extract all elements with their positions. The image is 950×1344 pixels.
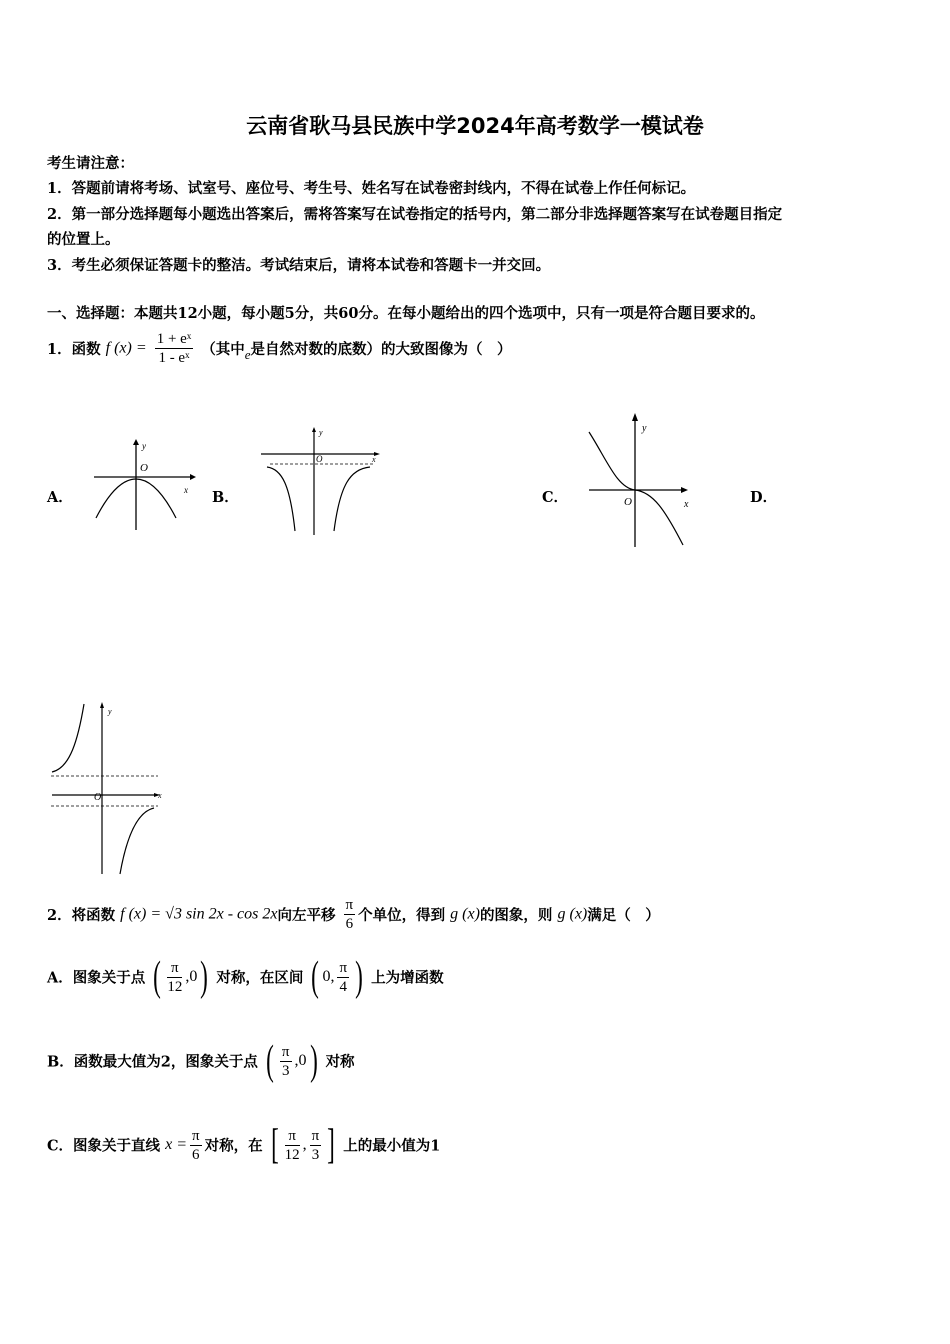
q2-c-interval-num-2: π <box>311 1127 320 1144</box>
q2-b-label: B． <box>47 1053 74 1071</box>
q2-b-point-rparen: ) <box>309 1038 318 1084</box>
graph-d-x-label: x <box>158 791 162 800</box>
q2-suffix: 满足（ ） <box>587 907 660 924</box>
q1-mid: （其中 <box>201 341 245 358</box>
q2-option-c <box>47 1124 440 1166</box>
graph-b-right-branch <box>334 467 370 531</box>
notice-item-2-cont: 的位置上。 <box>47 231 120 248</box>
graph-b-left-branch <box>267 467 295 531</box>
q2-a-label: A． <box>47 969 73 987</box>
graph-a-y-label: y <box>142 441 146 451</box>
q2-b-point-tail: ,0 <box>294 1052 307 1069</box>
q1-option-d-label: D． <box>750 489 778 506</box>
q2-b-point-lparen: ( <box>266 1038 274 1084</box>
q2-a-interval-lparen: ( <box>311 954 320 1000</box>
q2-a-point-num: π <box>167 959 182 978</box>
q2-shift-text: 向左平移 <box>277 907 336 924</box>
q2-b-text-1: 函数最大值为2，图象关于点 <box>73 1053 258 1071</box>
graph-b-x-label: x <box>372 455 376 464</box>
notice-item-1: 1．答题前请将考场、试室号、座位号、考生号、姓名写在试卷密封线内，不得在试卷上作任何标记。 <box>47 180 696 197</box>
q2-shift-fraction <box>344 896 356 933</box>
q2-option-a <box>47 956 444 998</box>
q2-c-interval-fraction-2 <box>310 1127 322 1164</box>
q2-a-text-3: 上为增函数 <box>371 969 444 987</box>
question-1 <box>47 330 512 367</box>
graph-c-curve <box>589 432 683 545</box>
q2-a-point-lparen: ( <box>153 954 162 1000</box>
q2-a-interval-den: 4 <box>339 978 347 995</box>
q2-c-interval-rbracket: ] <box>327 1122 336 1168</box>
graph-a-x-label: x <box>184 485 188 495</box>
q2-c-x-eq: x = <box>165 1136 188 1153</box>
q2-c-label: C． <box>47 1137 74 1155</box>
notice-heading: 考生请注意： <box>47 155 134 172</box>
q2-c-interval-lbracket: [ <box>270 1122 279 1168</box>
graph-b-y-label: y <box>319 428 323 437</box>
q2-c-text-1: 图象关于直线 <box>73 1137 161 1155</box>
graph-a-origin-label: O <box>140 462 148 474</box>
graph-d-y-label: y <box>108 707 112 716</box>
section-heading: 一、选择题：本题共12小题，每小题5分，共60分。在每小题给出的四个选项中，只有一项是符合题目要求的。 <box>47 305 765 322</box>
q1-option-c-label: C． <box>542 489 569 506</box>
q2-mid: 个单位，得到 <box>358 907 446 924</box>
graph-option-a <box>90 438 200 533</box>
graph-option-b <box>258 425 383 537</box>
graph-c-origin-label: O <box>624 496 632 508</box>
graph-b-origin-label: O <box>316 454 323 464</box>
q1-denominator: 1 - eˣ <box>158 350 190 366</box>
q2-c-x-num: π <box>192 1127 200 1144</box>
q2-option-b <box>47 1040 355 1082</box>
q2-c-interval-den-2: 3 <box>311 1146 320 1163</box>
graph-c-x-label: x <box>684 499 689 510</box>
q2-g2: g (x) <box>557 905 588 923</box>
q2-a-interval-num: π <box>339 959 348 976</box>
graph-option-d <box>48 700 168 878</box>
q1-e: e <box>244 346 251 362</box>
q1-func-lhs: f (x) = <box>105 339 147 357</box>
q2-c-interval-num-1: π <box>285 1127 300 1146</box>
q2-c-interval-den-1: 12 <box>284 1146 300 1163</box>
notice-item-2: 2．第一部分选择题每小题选出答案后，需将答案写在试卷指定的括号内，第二部分非选择题答案写在试卷题目指定 <box>47 206 783 223</box>
notice-item-3: 3．考生必须保证答题卡的整洁。考试结束后，请将本试卷和答题卡一并交回。 <box>47 257 551 274</box>
q2-c-interval-comma: , <box>302 1136 307 1153</box>
q2-mid2: 的图象，则 <box>479 907 553 924</box>
q2-c-text-3: 上的最小值为1 <box>343 1137 441 1155</box>
q2-a-point-fraction <box>167 959 182 996</box>
q2-b-point-den: 3 <box>281 1062 290 1079</box>
q2-a-interval-fraction <box>337 959 349 996</box>
q2-g1: g (x) <box>450 905 480 923</box>
q1-suffix: 是自然对数的底数）的大致图像为（ ） <box>250 341 512 358</box>
q2-prefix: 2．将函数 <box>47 907 116 924</box>
q2-b-text-2: 对称 <box>325 1053 355 1071</box>
q2-func: f (x) = √3 sin 2x - cos 2x <box>120 905 278 923</box>
q1-fraction <box>155 330 193 367</box>
graph-c-y-label: y <box>642 423 647 434</box>
graph-d-left-branch <box>52 704 84 772</box>
q1-option-a-label: A． <box>47 489 73 506</box>
q2-shift-den: 6 <box>345 916 354 932</box>
page-title: 云南省耿马县民族中学2024年高考数学一模试卷 <box>246 114 704 138</box>
q2-b-point-fraction <box>280 1043 292 1080</box>
graph-d-origin-label: O <box>94 792 102 803</box>
q2-c-x-den: 6 <box>192 1146 200 1163</box>
q2-a-text-1: 图象关于点 <box>72 969 146 987</box>
q2-a-text-2: 对称，在区间 <box>216 969 304 987</box>
q1-prefix: 1．函数 <box>47 341 101 358</box>
q2-a-point-tail: ,0 <box>185 968 198 985</box>
q2-a-interval-rparen: ) <box>355 954 363 1000</box>
graph-d-right-branch <box>120 808 154 874</box>
q1-numerator: 1 + eˣ <box>156 331 192 347</box>
q2-shift-num: π <box>345 897 354 913</box>
q1-option-b-label: B． <box>212 489 239 506</box>
q2-a-interval-head: 0, <box>322 968 335 985</box>
q2-b-point-num: π <box>281 1043 290 1060</box>
q2-a-point-rparen: ) <box>200 954 209 1000</box>
q2-a-point-den: 12 <box>167 978 183 995</box>
q2-c-x-fraction <box>190 1127 202 1164</box>
q2-c-interval-fraction-1 <box>285 1127 300 1164</box>
graph-option-c <box>585 410 700 550</box>
q2-c-text-2: 对称，在 <box>204 1137 263 1155</box>
question-2 <box>47 896 660 933</box>
